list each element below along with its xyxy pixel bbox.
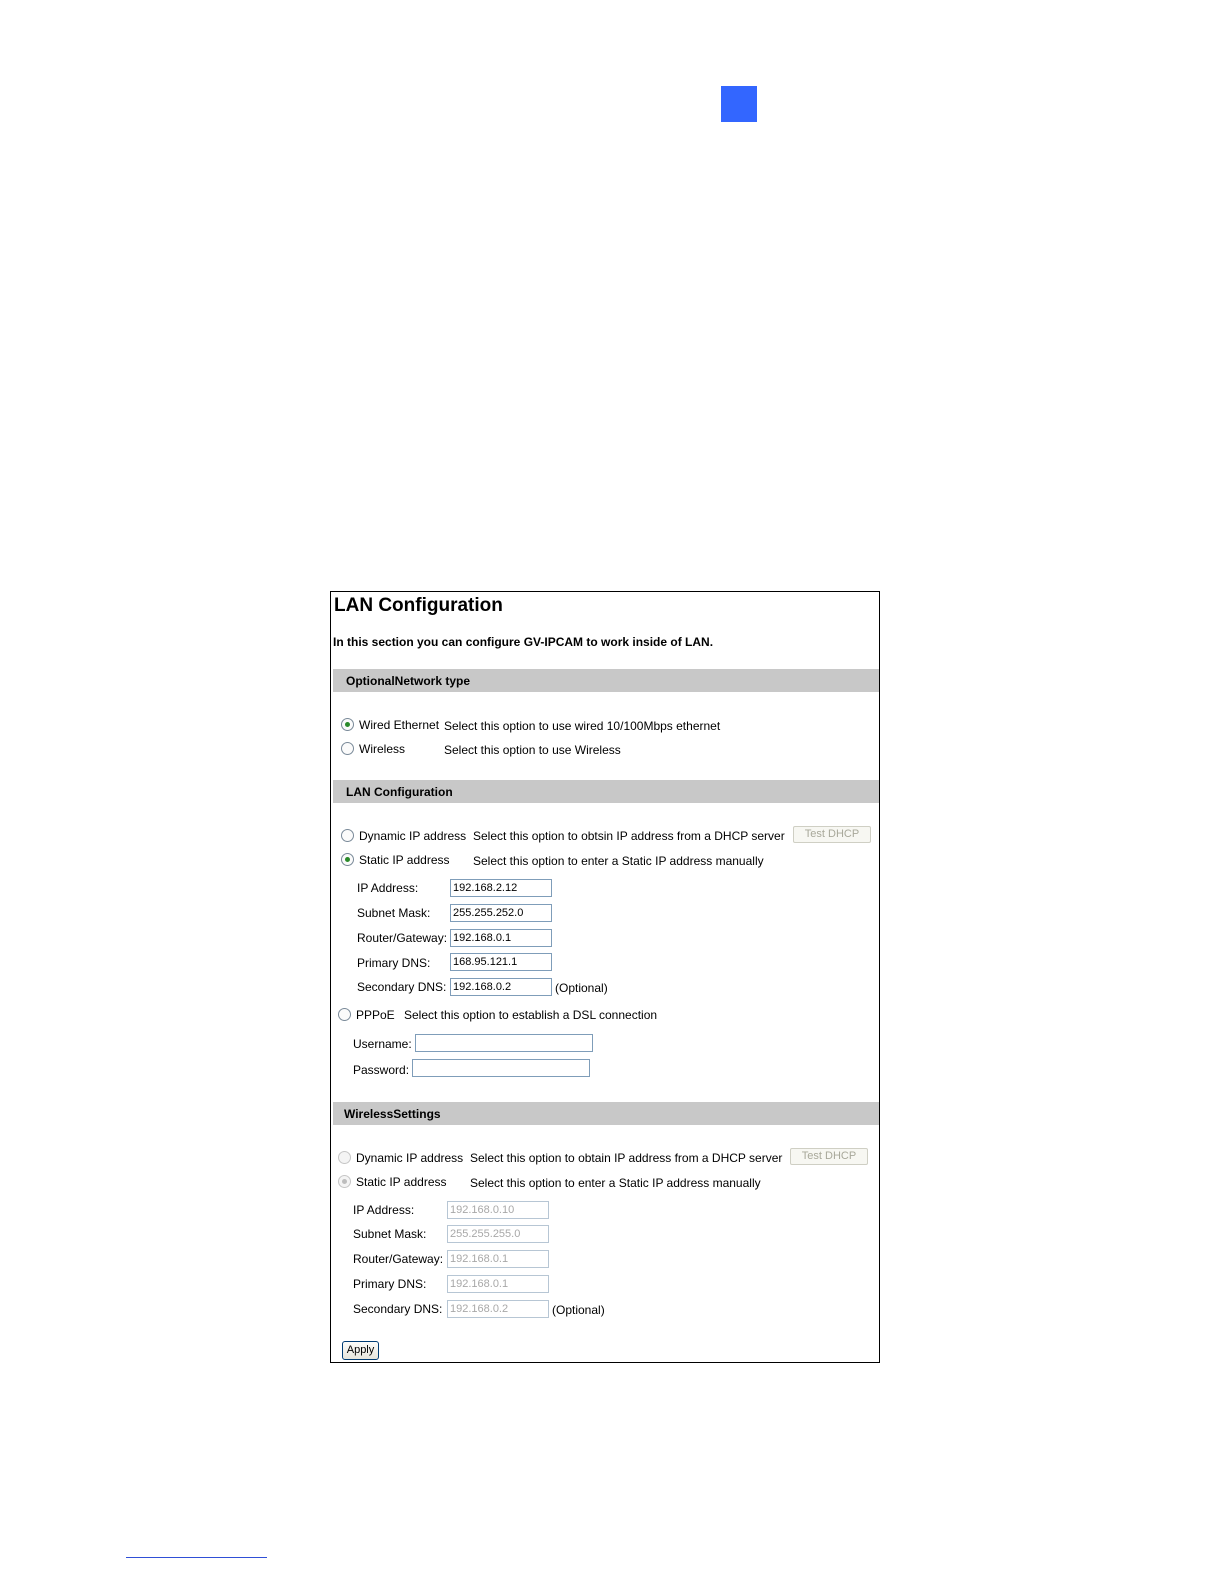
pppoe-username-label: Username:: [353, 1037, 412, 1051]
wireless-secondary-dns-input[interactable]: [447, 1300, 549, 1318]
wireless-primary-dns-label: Primary DNS:: [353, 1277, 427, 1291]
wireless-secondary-dns-label: Secondary DNS:: [353, 1302, 443, 1316]
lan-primary-dns-label: Primary DNS:: [357, 956, 431, 970]
radio-pppoe[interactable]: [338, 1008, 351, 1021]
lan-secondary-dns-input[interactable]: [450, 978, 552, 996]
section-header-wireless-settings: WirelessSettings: [333, 1102, 879, 1125]
lan-static-ip-label: Static IP address: [359, 853, 450, 867]
wireless-static-ip-desc: Select this option to enter a Static IP address manually: [470, 1176, 761, 1190]
pppoe-password-input[interactable]: [412, 1059, 590, 1077]
corner-page-marker: [721, 86, 757, 122]
radio-wireless-static-ip[interactable]: [338, 1175, 351, 1188]
wireless-router-gateway-label: Router/Gateway:: [353, 1252, 444, 1266]
lan-static-ip-desc: Select this option to enter a Static IP address manually: [473, 854, 764, 868]
section-header-network-type: OptionalNetwork type: [333, 669, 879, 692]
lan-primary-dns-input[interactable]: [450, 953, 552, 971]
lan-secondary-dns-label: Secondary DNS:: [357, 980, 447, 994]
wireless-ip-address-label: IP Address:: [353, 1203, 415, 1217]
lan-ip-address-label: IP Address:: [357, 881, 419, 895]
lan-router-gateway-input[interactable]: [450, 929, 552, 947]
wireless-label: Wireless: [359, 742, 406, 756]
lan-dynamic-ip-desc: Select this option to obtsin IP address from a DHCP server: [473, 829, 785, 843]
wireless-router-gateway-input[interactable]: [447, 1250, 549, 1268]
pppoe-password-label: Password:: [353, 1063, 410, 1077]
pppoe-username-input[interactable]: [415, 1034, 593, 1052]
lan-router-gateway-label: Router/Gateway:: [357, 931, 448, 945]
lan-subnet-mask-label: Subnet Mask:: [357, 906, 431, 920]
lan-test-dhcp-button[interactable]: Test DHCP: [793, 826, 871, 843]
wireless-primary-dns-input[interactable]: [447, 1275, 549, 1293]
wireless-subnet-mask-label: Subnet Mask:: [353, 1227, 427, 1241]
wireless-dynamic-ip-label: Dynamic IP address: [356, 1151, 464, 1165]
wireless-dynamic-ip-desc: Select this option to obtain IP address from a DHCP server: [470, 1151, 783, 1165]
footer-link-underline: [126, 1557, 267, 1558]
wireless-test-dhcp-button[interactable]: Test DHCP: [790, 1148, 868, 1165]
wired-ethernet-label: Wired Ethernet: [359, 718, 440, 732]
lan-ip-address-input[interactable]: [450, 879, 552, 897]
radio-wireless-dynamic-ip[interactable]: [338, 1151, 351, 1164]
wireless-optional-note: (Optional): [552, 1303, 605, 1317]
wireless-ip-address-input[interactable]: [447, 1201, 549, 1219]
apply-button[interactable]: Apply: [342, 1341, 379, 1360]
wired-ethernet-desc: Select this option to use wired 10/100Mbps ethernet: [444, 719, 721, 733]
radio-lan-static-ip[interactable]: [341, 853, 354, 866]
radio-lan-dynamic-ip[interactable]: [341, 829, 354, 842]
radio-wired-ethernet[interactable]: [341, 718, 354, 731]
wireless-desc: Select this option to use Wireless: [444, 743, 621, 757]
lan-dynamic-ip-label: Dynamic IP address: [359, 829, 467, 843]
lan-subnet-mask-input[interactable]: [450, 904, 552, 922]
intro-text: In this section you can configure GV-IPCAM to work inside of LAN.: [333, 635, 714, 649]
pppoe-label: PPPoE: [356, 1008, 395, 1022]
section-header-lan-configuration: LAN Configuration: [333, 780, 879, 803]
wireless-subnet-mask-input[interactable]: [447, 1225, 549, 1243]
page-title: LAN Configuration: [334, 595, 503, 616]
lan-configuration-panel: [330, 591, 880, 1363]
wireless-static-ip-label: Static IP address: [356, 1175, 447, 1189]
radio-wireless[interactable]: [341, 742, 354, 755]
pppoe-desc: Select this option to establish a DSL connection: [404, 1008, 658, 1022]
lan-optional-note: (Optional): [555, 981, 608, 995]
